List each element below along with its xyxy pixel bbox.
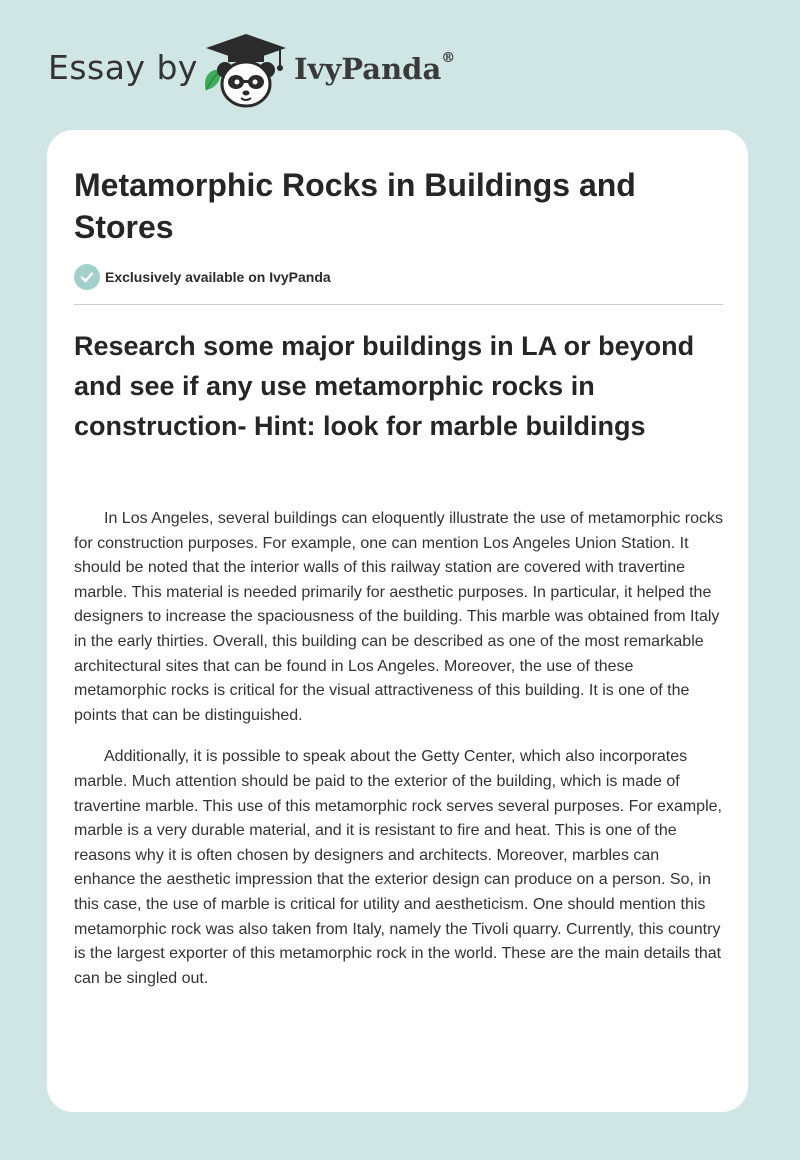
divider [74, 304, 723, 305]
panda-graduate-icon[interactable] [200, 32, 290, 112]
page-title: Metamorphic Rocks in Buildings and Stores [74, 167, 636, 245]
essay-by-label: Essay by [48, 48, 198, 87]
exclusive-label: Exclusively available on IvyPanda [105, 269, 331, 285]
paragraph: Additionally, it is possible to speak about the Getty Center, which also incorporates marble. Much attention should be paid to the exterior of the building, which is made of travertine marble. This use of this metamorphic rock serves several purposes. For example, marble is a very durable material, and it is resistant to fire and heat. This is one of the reasons why it is often chosen by designers and architects. Moreover, marbles can enhance the aesthetic impression that the exterior design can produce on a person. So, in this case, the use of marble is critical for utility and aestheticism. One should mention this metamorphic rock was also taken from Italy, namely the Tivoli quarry. Currently, this country is the largest exporter of this metamorphic rock in the world. These are the main details that can be singled out. [74, 748, 722, 987]
brand-name[interactable]: IvyPanda® [294, 50, 456, 86]
checkmark-icon [74, 264, 100, 290]
paragraph: In Los Angeles, several buildings can eloquently illustrate the use of metamorphic rocks for construction purposes. For example, one can mention Los Angeles Union Station. It should be noted that the interior walls of this railway station are covered with travertine marble. This material is needed primarily for aesthetic purposes. In particular, it helped the designers to increase the spaciousness of the building. This marble was obtained from Italy in the early thirties. Overall, this building can be described as one of the most remarkable architectural sites that can be found in Los Angeles. Moreover, the use of these metamorphic rocks is critical for the visual attractiveness of this building. It is one of the points that can be distinguished. [74, 510, 724, 724]
site-header [48, 28, 508, 112]
essay-card [47, 130, 748, 1112]
exclusive-badge [74, 264, 331, 290]
essay-body [74, 507, 723, 1008]
section-heading: Research some major buildings in LA or beyond and see if any use metamorphic rocks in construction- Hint: look for marble buildings [74, 331, 695, 441]
